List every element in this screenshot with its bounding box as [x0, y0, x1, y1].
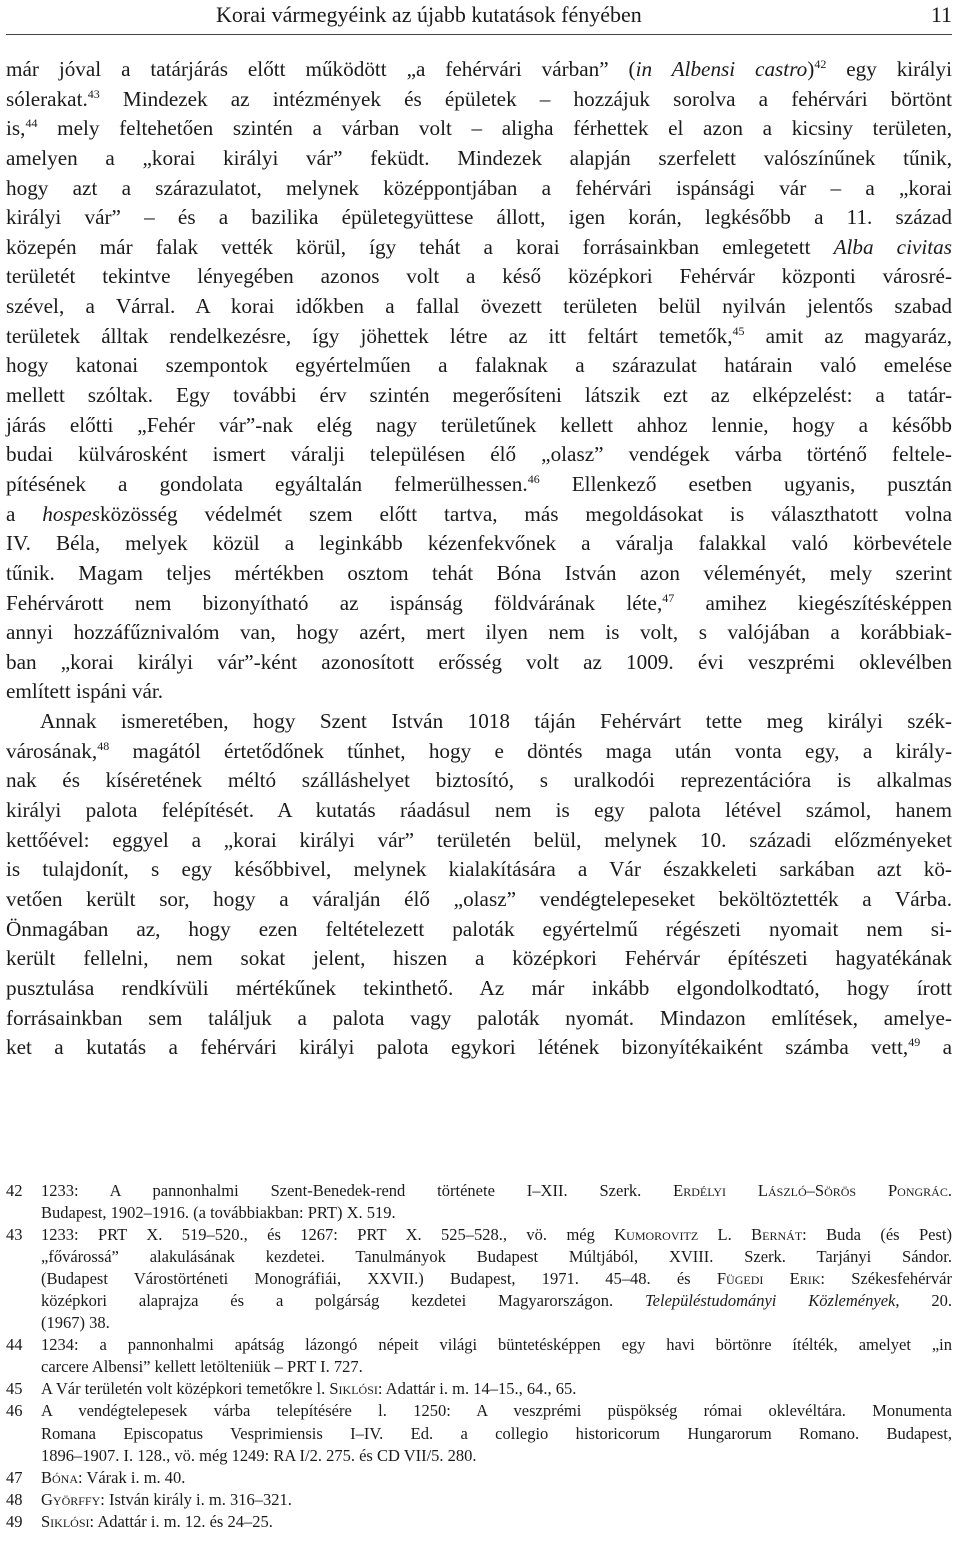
book-page [6, 0, 952, 1556]
text-line: mellett szóltak. Egy további érv szintén megerősíteni látszik ezt az elképzelést: a tatár- [6, 383, 952, 408]
text-line: annyi hozzáfűznivalóm van, hogy azért, mert ilyen nem is volt, s valójában a korábbiak- [6, 620, 952, 645]
footnote-line: A vendégtelepesek várba telepítésére l. 1250: A veszprémi püspökség római oklevéltára. Monumenta [41, 1401, 952, 1421]
footnote-line: (1967) 38. [41, 1313, 110, 1333]
footnote-number: 44 [6, 1335, 23, 1355]
text-line: hogy katonai szempontok egyértelműen a falaknak a szárazulat határain való emelése [6, 353, 952, 378]
footnote [6, 1224, 952, 1334]
text-line: ket a kutatás a fehérvári királyi palota egykori létének bizonyítékaiként számba vett,$^{49}$ a [6, 1035, 952, 1060]
text-line: területek álltak rendelkezésre, így jöhettek létre az itt feltárt temetők,$^{45}$ amit az magyaráz, [6, 323, 952, 348]
text-line: nak és kíséretének méltó szálláshelyet biztosító, s uralkodói reprezentációra is alkalmas [6, 768, 952, 793]
footnote-line: középkori alaprajza és a polgárság kezdetei Magyarországon. Településtudományi Közlemények, 20. [41, 1291, 952, 1311]
text-line: Annak ismeretében, hogy Szent István 1018 táján Fehérvárt tette meg királyi szék- [40, 709, 952, 734]
footnote [6, 1334, 952, 1378]
footnote-line: Budapest, 1902–1916. (a továbbiakban: PRT) X. 519. [41, 1203, 396, 1223]
footnote-number: 49 [6, 1511, 23, 1531]
text-line: sólerakat.$^{43}$ Mindezek az intézmények és épületek – hozzájuk sorolva a fehérvári börtönt [6, 86, 952, 111]
text-line: a hospesközösség védelmét szem előtt tartva, más megoldásokat is választhatott volna [6, 501, 952, 526]
footnote-line: Bóna: Várak i. m. 40. [41, 1467, 186, 1487]
text-line: szével, a Várral. A korai időkben a fallal övezett területen belül nyilván jelentős szabad [6, 294, 952, 319]
footnote-number: 46 [6, 1401, 23, 1421]
text-line: is tulajdonít, s egy későbbivel, melynek kialakítására a Vár északkeleti sarkában azt kö- [6, 857, 952, 882]
footnote-line: (Budapest Várostörténeti Monográfiái, XXVII.) Budapest, 1971. 45–48. és Fügedi Erik: Székesfehérvár [41, 1269, 952, 1289]
footnote-line: 1896–1907. I. 128., vö. még 1249: RA I/2. 275. és CD VII/5. 280. [41, 1445, 477, 1465]
footnote [6, 1467, 952, 1489]
footnote-line: 1234: a pannonhalmi apátság lázongó népeit világi büntetésképpen egy havi börtönre ítélték, amelyet „in [41, 1335, 952, 1355]
text-line: került fellelni, nem sokat jelent, hiszen a középkori Fehérvár építészeti hagyatékának [6, 946, 952, 971]
text-line: városának,$^{48}$ magától értetődőnek tűnhet, hogy e döntés maga után vonta egy, a király- [6, 738, 952, 763]
footnote-line: A Vár területén volt középkori temetőkre l. Siklósi: Adattár i. m. 14–15., 64., 65. [41, 1379, 577, 1399]
footnote-line: 1233: A pannonhalmi Szent-Benedek-rend története I–XII. Szerk. Erdélyi László–Sörös Pongrác. [41, 1181, 952, 1200]
text-line: Fehérvárott nem bizonyítható az ispánság földvárának léte,$^{47}$ amihez kiegészítésképpen [6, 590, 953, 615]
footnote [6, 1400, 952, 1466]
footnote [6, 1489, 952, 1511]
text-line: Önmagában az, hogy ezen feltételezett paloták egyértelmű régészeti nyomait nem si- [6, 916, 952, 941]
text-line: említett ispáni vár. [6, 679, 164, 704]
text-line: pítésének a gondolata egyáltalán felmerülhessen.$^{46}$ Ellenkező esetben ugyanis, pusztán [6, 471, 952, 496]
text-line: közepén már falak vették körül, így tehát a korai forrásainkban emlegetett Alba civitas [6, 234, 952, 259]
footnote-number: 42 [6, 1181, 23, 1200]
running-title: Korai vármegyéink az újabb kutatások fényében [216, 2, 642, 27]
text-line: királyi palota felépítését. A kutatás ráadásul nem is egy palota létével számol, hanem [6, 798, 952, 823]
text-line: amelyen a „korai királyi vár” feküdt. Mindezek alapján szerfelett valószínűnek tűnik, [6, 145, 952, 170]
footnotes [6, 1180, 952, 1533]
footnote-line: Siklósi: Adattár i. m. 12. és 24–25. [41, 1511, 273, 1531]
text-line: vetően került sor, hogy a váralján élő „olasz” vendégtelepeseket beköltöztették a Várba. [6, 886, 952, 911]
footnote-line: carcere Albensi” kellett letölteniük – PRT I. 727. [41, 1357, 363, 1377]
footnote-line: Romana Episcopatus Vesprimiensis I–IV. Ed. a collegio historicorum Hungarorum Romano. Budapest, [41, 1423, 952, 1443]
text-line: királyi vár” – és a bazilika épületegyüttese állott, igen korán, legkésőbb a 11. század [6, 205, 952, 230]
text-line: hogy azt a szárazulatot, melynek középpontjában a fehérvári ispánsági vár – a „korai [6, 175, 952, 200]
footnote-number: 43 [6, 1225, 23, 1245]
text-line: IV. Béla, melyek közül a leginkább kézenfekvőnek a váralja falakkal való körbevétele [6, 531, 952, 556]
text-line: tűnik. Magam teljes mértékben osztom tehát Bóna István azon véleményét, mely szerint [6, 560, 952, 585]
footnote-line: 1233: PRT X. 519–520., és 1267: PRT X. 525–528., vö. még Kumorovitz L. Bernát: Buda (és Pest) [41, 1225, 952, 1245]
text-line: járás előtti „Fehér vár”-nak elég nagy területűnek kellett ahhoz lennie, hogy a később [6, 412, 952, 437]
text-line: már jóval a tatárjárás előtt működött „a fehérvári várban” (in Albensi castro)$^{42}$ egy királyi [6, 57, 952, 81]
text-line: területét tekintve lényegében azonos volt a késő középkori Fehérvár központi városré- [6, 264, 952, 289]
footnote-number: 48 [6, 1489, 23, 1509]
text-line: ban „korai királyi vár”-ként azonosított erősség volt az 1009. évi veszprémi oklevélben [6, 649, 952, 674]
text-line: is,$^{44}$ mely feltehetően szintén a várban volt – aligha férhettek el azon a kicsiny területen, [6, 116, 952, 141]
text-line: budai külvárosként ismert váralji településen élő „olasz” vendégek várba történő feltele- [6, 442, 952, 467]
footnote-line: „fővárossá” alakulásának kezdetei. Tanulmányok Budapest Múltjából, XVIII. Szerk. Tarjányi Sándor. [41, 1247, 952, 1267]
text-line: pusztulása rendkívüli mértékűnek tekinthető. Az már inkább elgondolkodtató, hogy írott [6, 975, 952, 1000]
footnote-line: Györffy: István király i. m. 316–321. [41, 1489, 292, 1509]
running-header [6, 0, 952, 35]
main-text [6, 55, 952, 1063]
footnote [6, 1511, 952, 1533]
text-line: kettőével: eggyel a „korai királyi vár” területén belül, melynek 10. századi előzményeket [6, 827, 952, 852]
footnote [6, 1378, 952, 1400]
text-line: forrásainkban sem találjuk a palota vagy paloták nyomát. Mindazon említések, amelye- [6, 1005, 952, 1030]
page-number: 11 [930, 2, 952, 27]
footnote-number: 45 [6, 1379, 23, 1399]
footnote-number: 47 [6, 1467, 23, 1487]
footnote [6, 1180, 952, 1224]
